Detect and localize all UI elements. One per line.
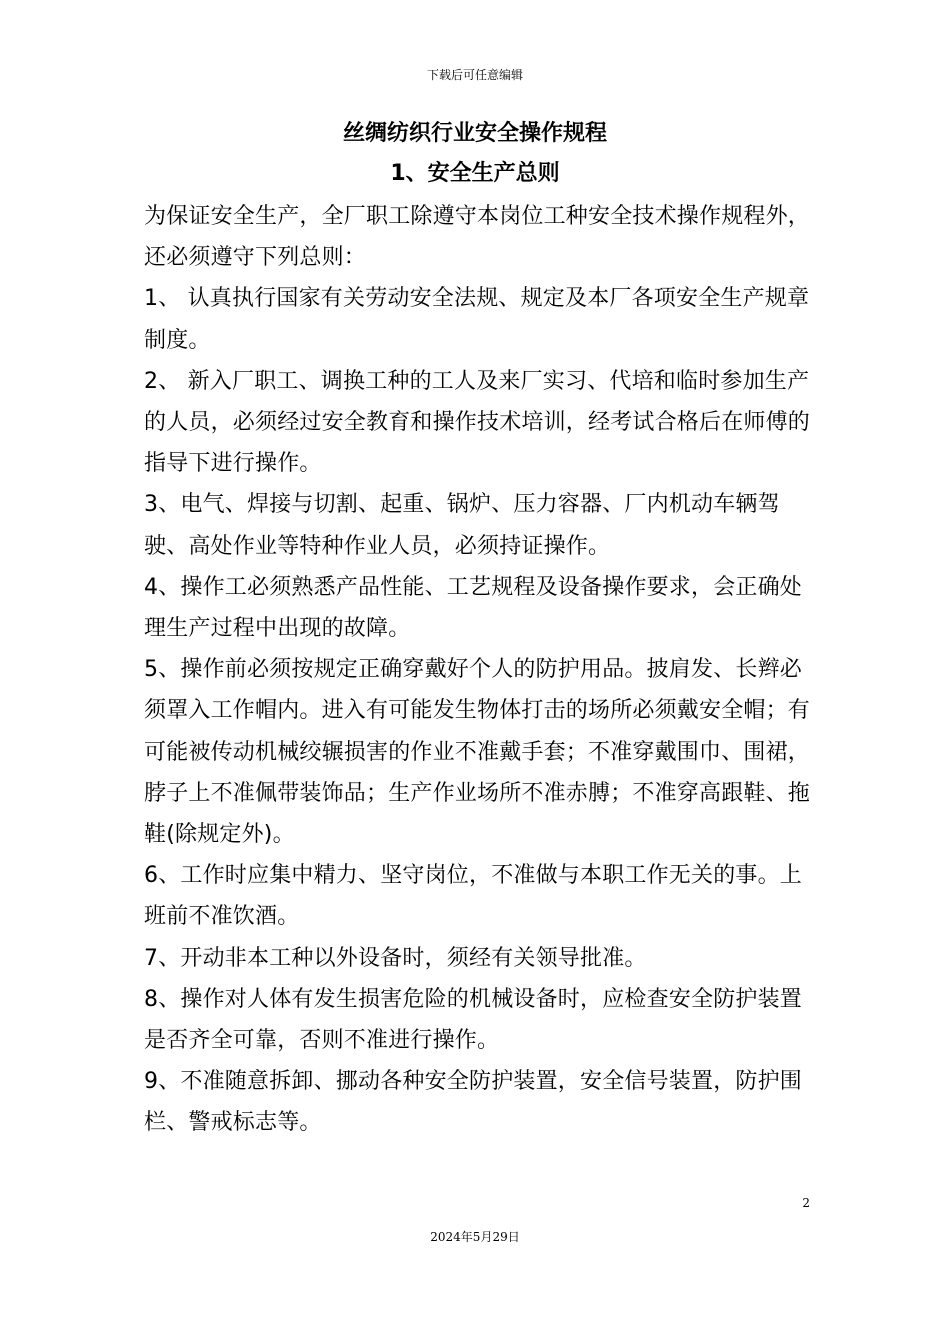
document-body — [144, 196, 812, 1144]
paragraph-rule-3: 3、电气、焊接与切割、起重、锅炉、压力容器、厂内机动车辆驾驶、高处作业等特种作业人员，必须持证操作。 — [144, 492, 780, 559]
document-title: 丝绸纺织行业安全操作规程 — [342, 121, 607, 146]
paragraph-rule-6: 6、工作时应集中精力、坚守岗位，不准做与本职工作无关的事。上班前不准饮酒。 — [144, 863, 802, 930]
paragraph-rule-1: 1、 认真执行国家有关劳动安全法规、规定及本厂各项安全生产规章制度。 — [144, 286, 810, 353]
paragraph-rule-8: 8、操作对人体有发生损害危险的机械设备时，应检查安全防护装置是否齐全可靠，否则不准进行操作。 — [144, 986, 802, 1054]
footer-date: 2024年5月29日 — [430, 1230, 520, 1244]
paragraph-intro: 为保证安全生产，全厂职工除遵守本岗位工种安全技术操作规程外，还必须遵守下列总则： — [144, 204, 811, 271]
page-number: 2 — [802, 1196, 810, 1210]
paragraph-rule-7: 7、开动非本工种以外设备时，须经有关领导批准。 — [144, 945, 647, 971]
paragraph-rule-9: 9、不准随意拆卸、挪动各种安全防护装置，安全信号装置，防护围栏、警戒标志等。 — [144, 1069, 802, 1136]
page-header-note: 下载后可任意编辑 — [426, 68, 523, 82]
paragraph-rule-5: 5、操作前必须按规定正确穿戴好个人的防护用品。披肩发、长辫必须罩入工作帽内。进入有可能发生物体打击的场所必须戴安全帽；有可能被传动机械绞辗损害的作业不准戴手套；不准穿戴围巾、围裙，脖子上不准佩带装饰品；生产作业场所不准赤膊；不准穿高跟鞋、拖鞋(除规定外)。 — [144, 657, 811, 848]
paragraph-rule-4: 4、操作工必须熟悉产品性能、工艺规程及设备操作要求，会正确处理生产过程中出现的故障。 — [144, 574, 802, 642]
section-title: 1、安全生产总则 — [390, 161, 560, 186]
paragraph-rule-2: 2、 新入厂职工、调换工种的工人及来厂实习、代培和临时参加生产的人员，必须经过安全教育和操作技术培训，经考试合格后在师傅的指导下进行操作。 — [144, 368, 811, 477]
